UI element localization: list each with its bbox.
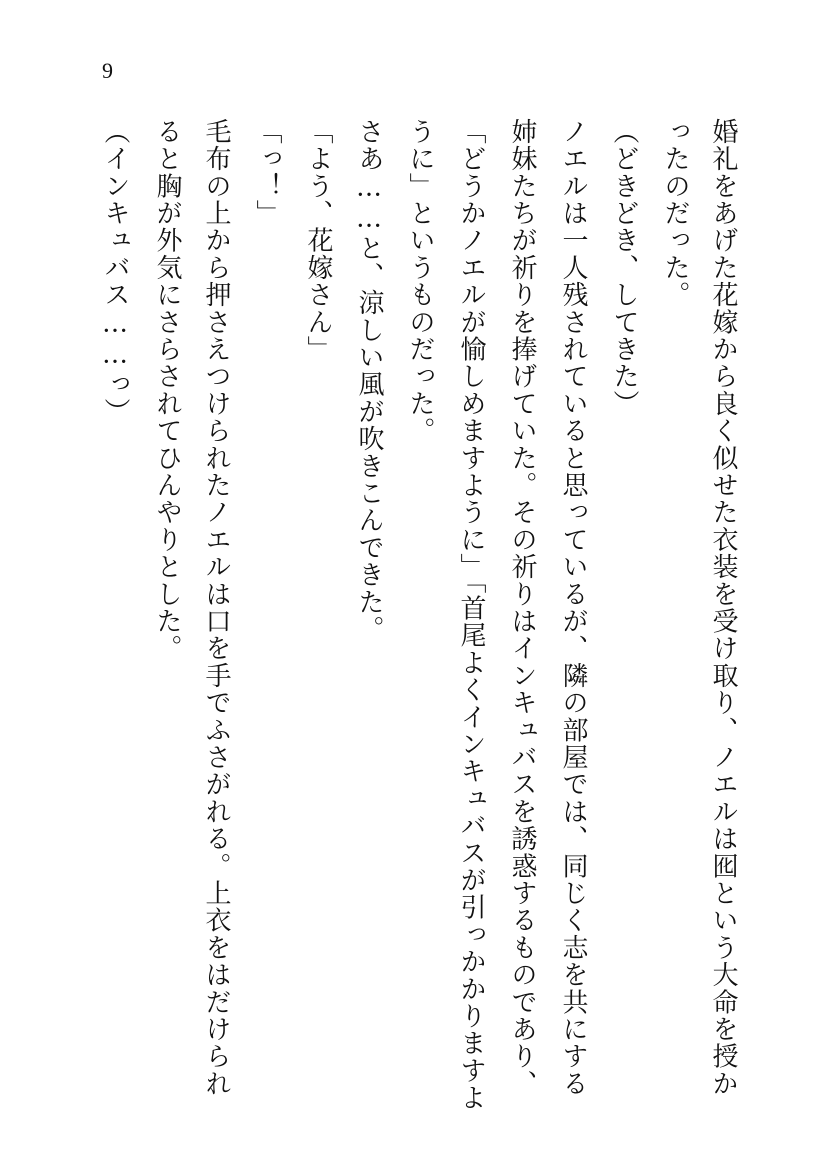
page-number: 9 bbox=[102, 58, 113, 83]
text-column: さあ……と、涼しい風が吹きこんできた。 bbox=[354, 118, 384, 643]
text-column: ったのだった。 bbox=[660, 118, 690, 309]
text-column: うに」というものだった。 bbox=[405, 118, 435, 445]
text-column: 「っ！」 bbox=[252, 118, 282, 227]
text-column: 姉妹たちが祈りを捧げていた。その祈りはインキュバスを誘惑するものであり、 bbox=[507, 118, 537, 1098]
text-column: 毛布の上から押さえつけられたノエルは口を手でふさがれる。上衣をはだけられ bbox=[201, 118, 231, 1098]
text-column: 婚礼をあげた花嫁から良く似せた衣装を受け取り、ノエルは囮という大命を授か bbox=[708, 118, 738, 1098]
text-column: 「よう、花嫁さん」 bbox=[303, 118, 333, 363]
text-column: （どきどき、してきた） bbox=[609, 118, 639, 418]
text-column: （インキュバス……っ） bbox=[100, 118, 130, 426]
text-column: ノエルは一人残されていると思っているが、隣の部屋では、同じく志を共にする bbox=[558, 118, 588, 1098]
text-column: 「どうかノエルが愉しめますように」「首尾よくインキュバスが引っかかりますよ bbox=[456, 118, 486, 1112]
text-column: ると胸が外気にさらされてひんやりとした。 bbox=[152, 118, 182, 662]
